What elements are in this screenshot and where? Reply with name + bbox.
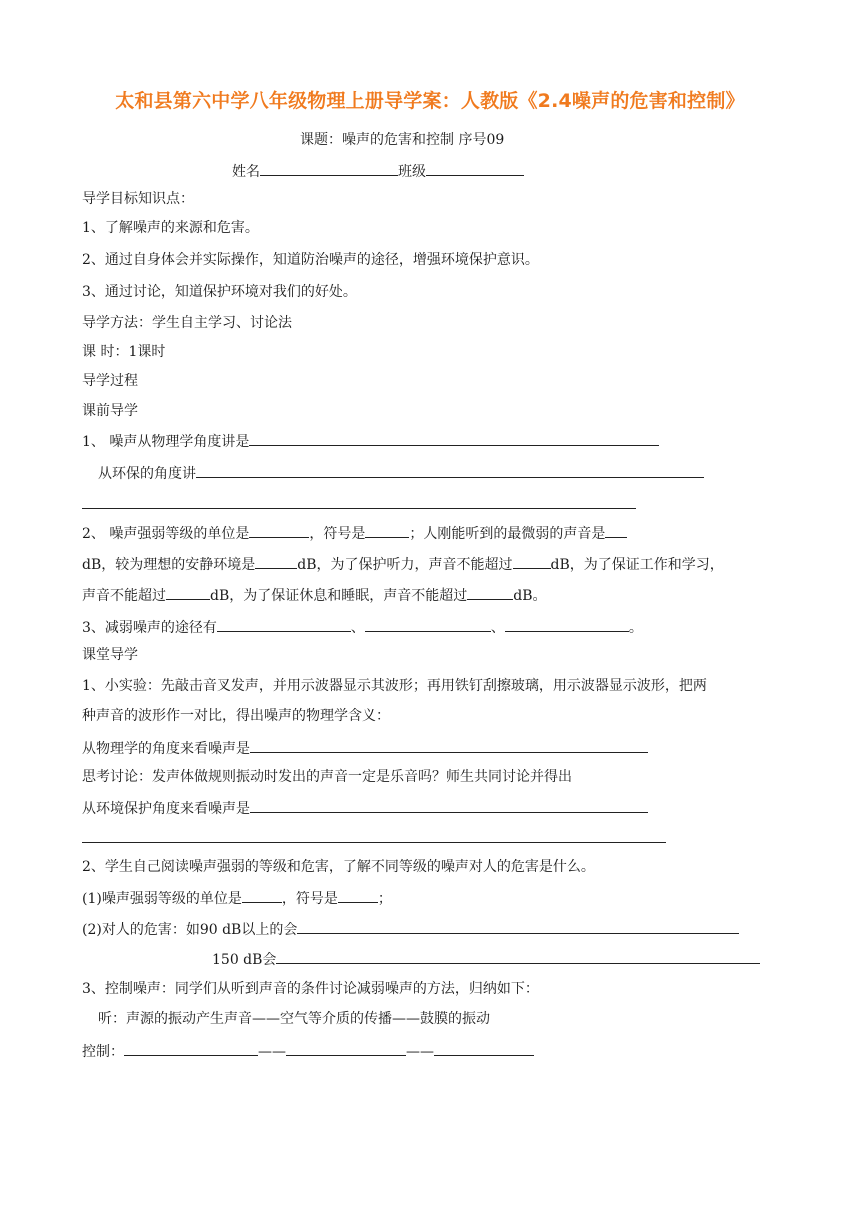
pre-q2-faintest-blank[interactable] <box>605 522 627 538</box>
goal-3: 3、通过讨论，知道保护环境对我们的好处。 <box>82 284 357 300</box>
pre-q2c-text-3: dB。 <box>513 588 547 604</box>
control-dash-1: —— <box>258 1044 286 1060</box>
method-line: 导学方法：学生自主学习、讨论法 <box>82 315 292 331</box>
class-label: 班级 <box>398 164 426 180</box>
cls-q1d-text: 从环境保护角度来看噪声是 <box>82 801 250 817</box>
class-heading: 课堂导学 <box>82 647 138 663</box>
pre-q2c-text-1: 声音不能超过 <box>82 588 166 604</box>
cls-q2-1-symbol-blank[interactable] <box>338 887 378 903</box>
pre-q3-end: 。 <box>628 620 643 636</box>
pre-q2c-work-blank[interactable] <box>166 584 210 600</box>
class-question-2: 2、学生自己阅读噪声强弱的等级和危害，了解不同等级的噪声对人的危害是什么。 <box>82 859 595 875</box>
pre-question-1 <box>82 430 659 452</box>
pre-q1-blank[interactable] <box>249 430 659 446</box>
period-line: 课 时：1课时 <box>82 344 166 360</box>
pre-q2-text-2: ，符号是 <box>309 526 366 542</box>
goals-heading: 导学目标知识点： <box>82 191 194 207</box>
pre-q2-text-1: 2、 噪声强弱等级的单位是 <box>82 526 250 542</box>
pre-question-3 <box>82 616 643 638</box>
class-question-2-1 <box>82 887 392 909</box>
cls-q2-3-blank[interactable] <box>276 948 760 964</box>
name-blank[interactable] <box>260 160 398 176</box>
goal-1: 1、了解噪声的来源和危害。 <box>82 220 259 236</box>
cls-q2-3-text: 150 dB会 <box>212 952 277 968</box>
pre-q2c-text-2: dB，为了保证休息和睡眠，声音不能超过 <box>210 588 468 604</box>
cls-q2-2-blank[interactable] <box>297 918 739 934</box>
pre-question-2c <box>82 584 547 606</box>
topic-line: 课题：噪声的危害和控制 序号09 <box>300 132 505 148</box>
pre-q3-sep-2: 、 <box>490 620 505 636</box>
pre-q2b-quiet-blank[interactable] <box>255 553 297 569</box>
cls-q2-1-text-1: (1)噪声强弱等级的单位是 <box>82 891 242 907</box>
class-question-1c <box>82 737 648 759</box>
cls-q1d-extra-blank[interactable] <box>82 842 666 843</box>
cls-q2-1-text-3: ； <box>377 891 392 907</box>
pre-q2c-sleep-blank[interactable] <box>467 584 513 600</box>
control-blank-1[interactable] <box>124 1040 258 1056</box>
pre-q2b-text-2: dB，为了保护听力，声音不能超过 <box>297 557 513 573</box>
control-line <box>82 1040 534 1062</box>
pre-q3-blank-2[interactable] <box>365 616 491 632</box>
pre-q3-blank-3[interactable] <box>505 616 629 632</box>
pre-q2-text-3: ；人刚能听到的最微弱的声音是 <box>409 526 606 542</box>
class-blank[interactable] <box>426 160 524 176</box>
pre-heading: 课前导学 <box>82 403 138 419</box>
name-class-line <box>232 160 524 182</box>
pre-q2b-text-3: dB，为了保证工作和学习， <box>550 557 724 573</box>
hear-line: 听：声源的振动产生声音——空气等介质的传播——鼓膜的振动 <box>98 1011 490 1027</box>
class-question-2-3 <box>212 948 760 970</box>
pre-q1-extra-blank[interactable] <box>82 508 636 509</box>
document-title: 太和县第六中学八年级物理上册导学案：人教版《2.4噪声的危害和控制》 <box>115 90 745 112</box>
control-label: 控制： <box>82 1044 124 1060</box>
pre-q2b-text-1: dB，较为理想的安静环境是 <box>82 557 256 573</box>
pre-q3-text: 3、减弱噪声的途径有 <box>82 620 217 636</box>
class-question-1a: 1、小实验：先敲击音叉发声，并用示波器显示其波形；再用铁钉刮擦玻璃，用示波器显示波形，把两 <box>82 678 707 694</box>
control-blank-2[interactable] <box>286 1040 406 1056</box>
class-question-2-2 <box>82 918 739 940</box>
pre-q3-blank-1[interactable] <box>217 616 351 632</box>
cls-q2-1-text-2: ，符号是 <box>281 891 338 907</box>
goal-2: 2、通过自身体会并实际操作，知道防治噪声的途径，增强环境保护意识。 <box>82 252 539 268</box>
pre-q2-symbol-blank[interactable] <box>365 522 409 538</box>
name-label: 姓名 <box>232 164 260 180</box>
control-blank-3[interactable] <box>434 1040 534 1056</box>
control-dash-2: —— <box>406 1044 434 1060</box>
pre-q1b-blank[interactable] <box>196 462 704 478</box>
cls-q2-1-unit-blank[interactable] <box>242 887 282 903</box>
class-question-3: 3、控制噪声：同学们从听到声音的条件讨论减弱噪声的方法，归纳如下： <box>82 981 539 997</box>
pre-q1-text: 1、 噪声从物理学角度讲是 <box>82 434 250 450</box>
pre-question-2b <box>82 553 724 575</box>
cls-q1d-blank[interactable] <box>250 797 648 813</box>
pre-q2b-hearing-blank[interactable] <box>513 553 551 569</box>
pre-question-1b <box>98 462 704 484</box>
pre-question-2 <box>82 522 627 544</box>
process-heading: 导学过程 <box>82 373 138 389</box>
pre-q1b-text: 从环保的角度讲 <box>98 466 196 482</box>
class-question-1d <box>82 797 648 819</box>
cls-q1c-blank[interactable] <box>250 737 648 753</box>
class-question-1b: 种声音的波形作一对比，得出噪声的物理学含义： <box>82 708 390 724</box>
cls-q1c-text: 从物理学的角度来看噪声是 <box>82 741 250 757</box>
pre-q2-unit-blank[interactable] <box>249 522 309 538</box>
cls-q2-2-text: (2)对人的危害：如90 dB以上的会 <box>82 922 298 938</box>
think-discuss: 思考讨论：发声体做规则振动时发出的声音一定是乐音吗？师生共同讨论并得出 <box>82 769 572 785</box>
pre-q3-sep-1: 、 <box>350 620 365 636</box>
